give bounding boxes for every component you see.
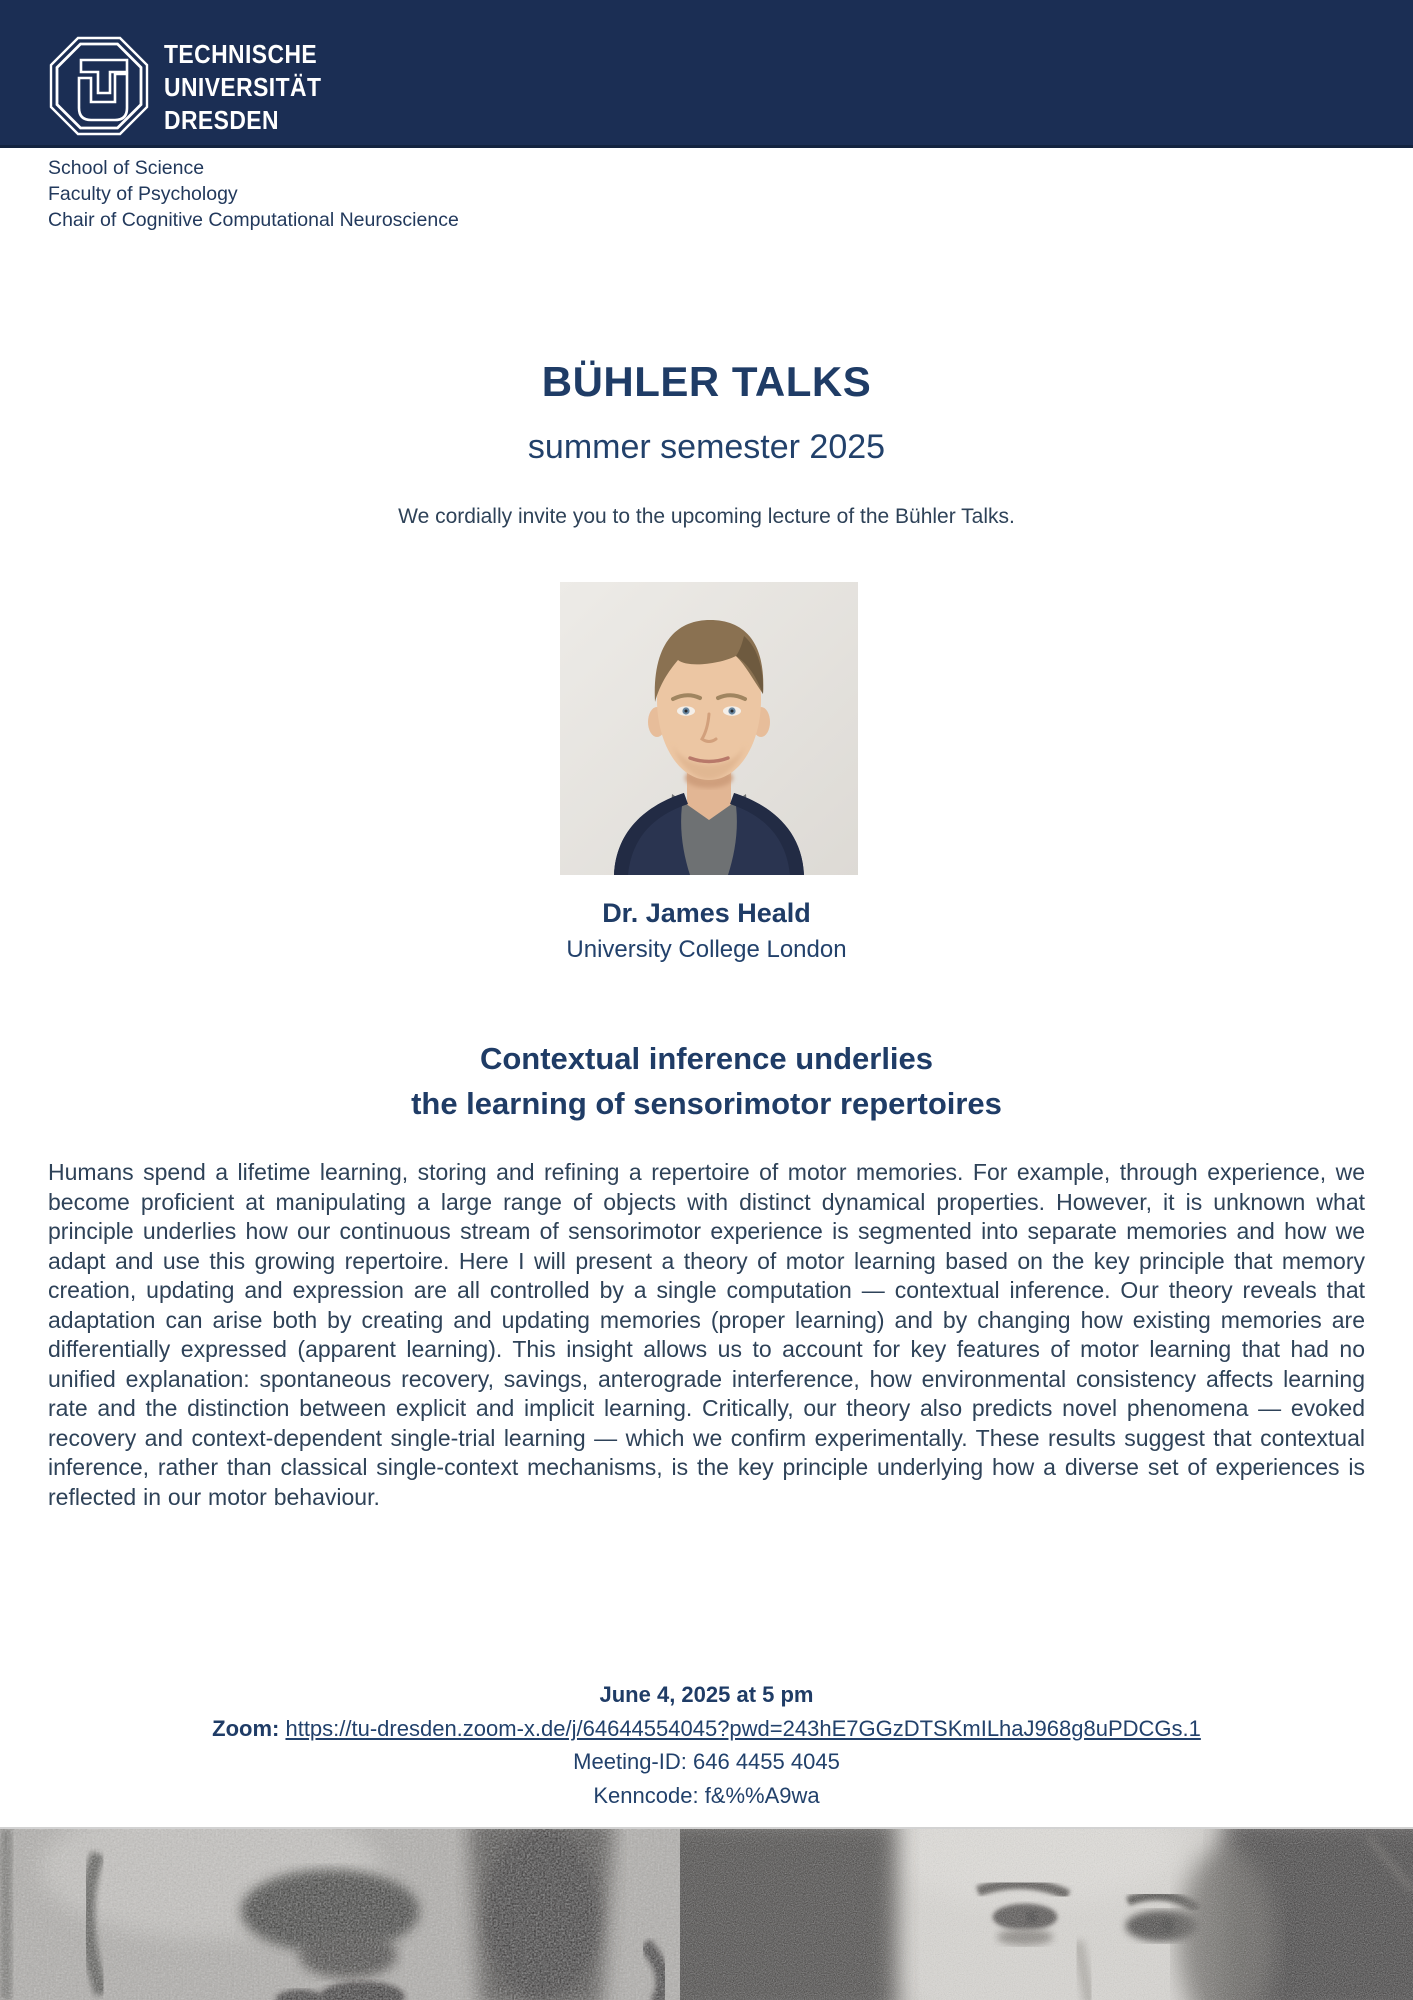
event-zoom-line — [0, 1712, 1413, 1746]
invitation-text: We cordially invite you to the upcoming lecture of the Bühler Talks. — [398, 505, 1015, 528]
talk-title — [0, 1036, 1413, 1126]
event-passcode — [0, 1779, 1413, 1813]
logo-wordmark — [164, 38, 321, 137]
zoom-label: Zoom: — [212, 1715, 280, 1741]
header-band — [0, 0, 1413, 148]
footer-photo-strip — [0, 1827, 1413, 2000]
meeting-id-label: Meeting-ID: — [573, 1749, 687, 1774]
footer-photo-right — [680, 1829, 1413, 2000]
talk-title-line1: Contextual inference underlies — [479, 1041, 934, 1076]
passcode-value: f&%%A9wa — [704, 1782, 820, 1808]
speaker-photo — [560, 582, 858, 875]
series-subtitle: summer semester 2025 — [527, 428, 886, 466]
talk-abstract: Humans spend a lifetime learning, storing and refining a repertoire of motor memories. For example, through experience, we become proficient at manipulating a large range of objects with distinct dynamical properties. However, it is unknown what principle underlies how our continuous stream of sensorimotor experience is segmented into separate memories and how we adapt and use this growing repertoire. Here I will present a theory of motor learning based on the key principle that memory creation, updating and expression are all controlled by a single computation — contextual inference. Our theory reveals that adaptation can arise both by creating and updating memories (proper learning) and by changing how existing memories are differentially expressed (apparent learning). This insight allows us to account for key features of motor learning that had no unified explanation: spontaneous recovery, savings, anterograde interference, how environmental consistency affects learning rate and the distinction between explicit and implicit learning. Critically, our theory also predicts novel phenomena — evoked recovery and context-dependent single-trial learning — which we confirm experimentally. These results suggest that contextual inference, rather than classical single-context mechanisms, is the key principle underlying how a diverse set of experiences is reflected in our motor behaviour. — [48, 1159, 1365, 1510]
zoom-meeting-link[interactable]: https://tu-dresden.zoom-x.de/j/64644554045?pwd=243hE7GGzDTSKmILhaJ968g8uPDCGs.1 — [285, 1715, 1201, 1741]
event-meeting-id — [0, 1745, 1413, 1779]
talk-title-line2: the learning of sensorimotor repertoires — [411, 1086, 1002, 1121]
department-line-chair: Chair of Cognitive Computational Neuroscience — [48, 209, 459, 231]
passcode-label: Kenncode: — [593, 1782, 699, 1808]
footer-photo-left — [0, 1829, 680, 2000]
tu-dresden-octagon-icon — [48, 36, 150, 136]
department-block — [48, 155, 459, 233]
event-details — [0, 1678, 1413, 1812]
speaker-name: Dr. James Heald — [602, 898, 811, 928]
speaker-affiliation: University College London — [566, 936, 847, 963]
event-datetime: June 4, 2025 at 5 pm — [599, 1682, 814, 1707]
logo-wordmark-line3: DRESDEN — [164, 105, 279, 135]
series-title: BÜHLER TALKS — [541, 358, 872, 405]
department-line-school: School of Science — [48, 157, 205, 179]
logo-wordmark-line2: UNIVERSITÄT — [164, 72, 322, 102]
meeting-id-value: 646 4455 4045 — [693, 1749, 840, 1774]
logo-wordmark-line1: TECHNISCHE — [164, 39, 318, 69]
tu-dresden-logo — [48, 36, 343, 137]
department-line-faculty: Faculty of Psychology — [48, 183, 238, 205]
